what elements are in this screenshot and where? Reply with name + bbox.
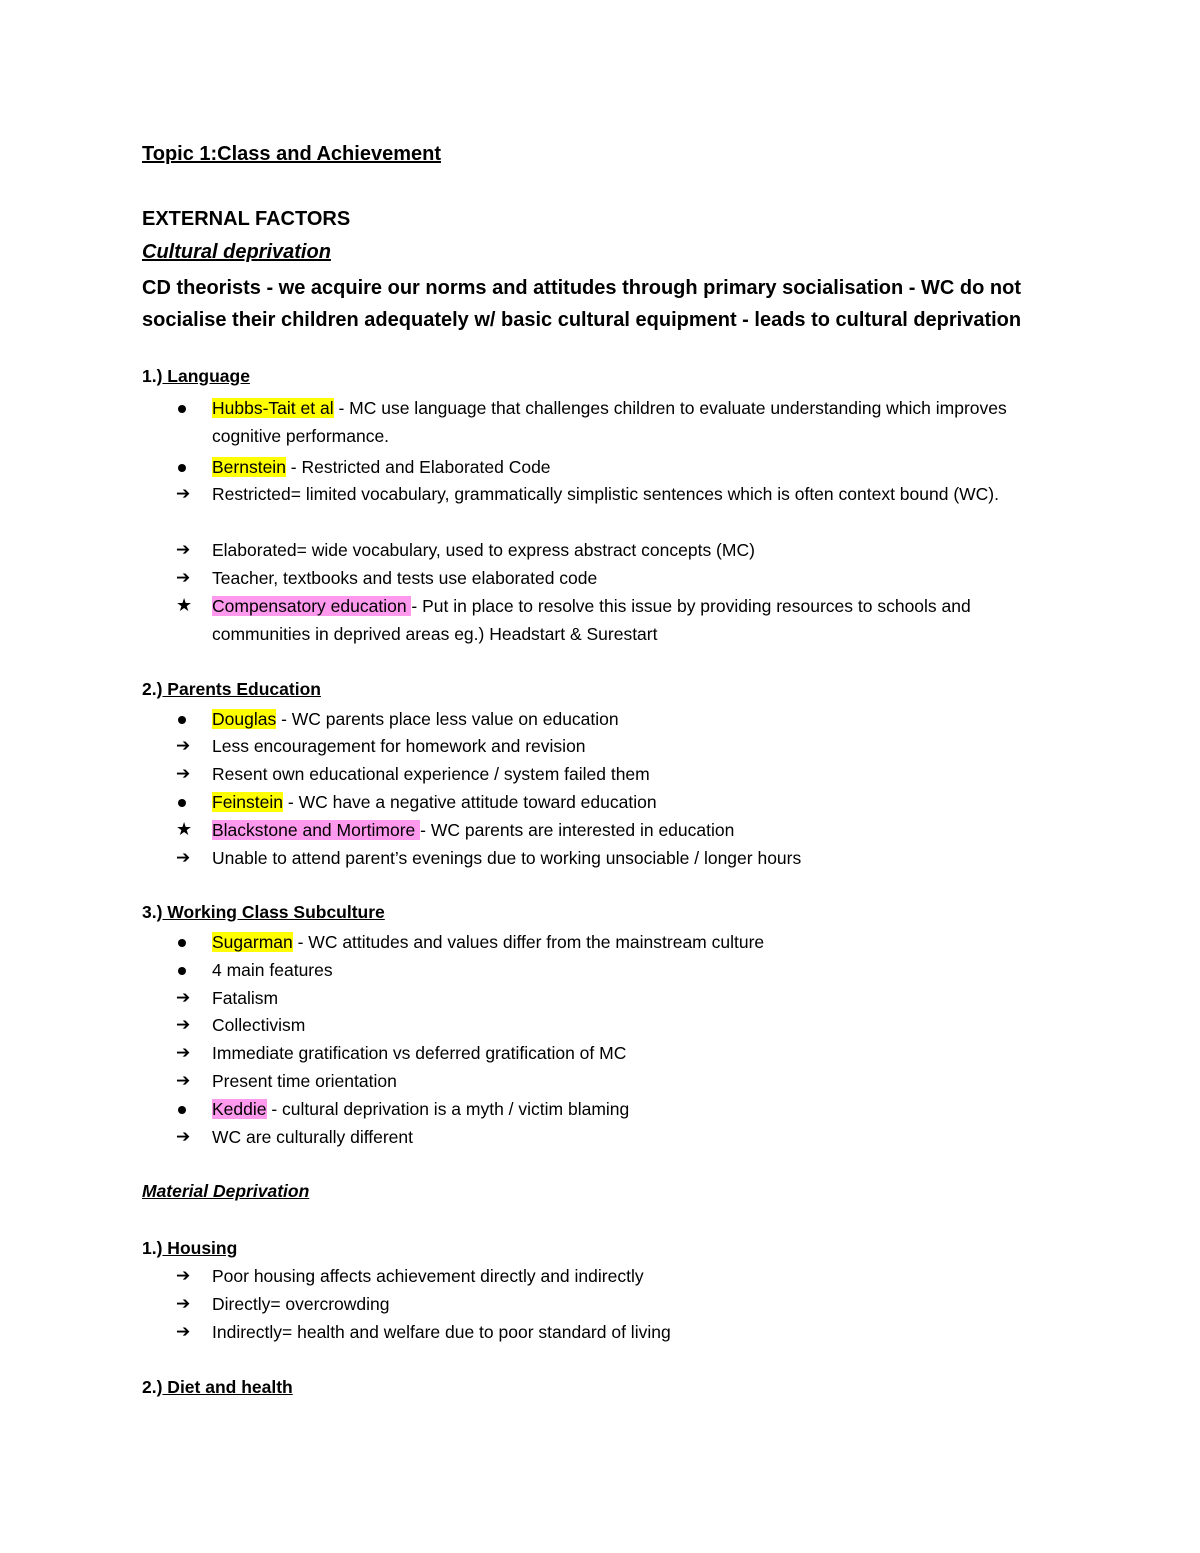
list-item: [176, 956, 1056, 984]
section-number: 2.): [142, 679, 163, 699]
section-heading: [142, 366, 250, 387]
item-description: 4 main features: [212, 960, 333, 980]
list-item: [176, 1011, 1056, 1039]
list-item: [176, 564, 1056, 592]
list-item-text: [212, 1039, 1056, 1067]
highlighted-theorist: Compensatory education: [212, 596, 412, 616]
list-item: [176, 1039, 1056, 1067]
list-item: [176, 760, 1056, 788]
list-item: [176, 1095, 1056, 1123]
item-description: - WC have a negative attitude toward education: [283, 792, 657, 812]
list-item-text: [212, 1290, 1056, 1318]
list-item-text: [212, 1318, 1056, 1346]
list-item-text: [212, 788, 1056, 816]
list-item: [176, 1123, 1056, 1151]
arrow-icon: ➔: [176, 1322, 191, 1342]
section-label: Diet and health: [162, 1377, 293, 1397]
arrow-icon: ➔: [176, 540, 191, 560]
section-label: Language: [162, 366, 250, 386]
list-item-text: [212, 394, 1056, 450]
section-number: 3.): [142, 902, 163, 922]
list-item: [176, 816, 1056, 844]
item-description: Teacher, textbooks and tests use elaborated code: [212, 568, 598, 588]
arrow-icon: ➔: [176, 764, 191, 784]
arrow-icon: ➔: [176, 736, 191, 756]
arrow-icon: ➔: [176, 848, 191, 868]
star-icon: ★: [176, 595, 193, 616]
list-item-text: [212, 1067, 1056, 1095]
section-heading: [142, 1238, 237, 1259]
arrow-icon: ➔: [176, 1043, 191, 1063]
item-description: Unable to attend parent’s evenings due to working unsociable / longer hours: [212, 848, 802, 868]
item-description: Poor housing affects achievement directly and indirectly: [212, 1266, 644, 1286]
highlighted-theorist: Sugarman: [212, 932, 293, 952]
arrow-icon: ➔: [176, 1071, 191, 1091]
item-description: Immediate gratification vs deferred gratification of MC: [212, 1043, 627, 1063]
arrow-icon: ➔: [176, 1015, 191, 1035]
list-item: [176, 1290, 1056, 1318]
list-item-text: [212, 956, 1056, 984]
list-item-text: [212, 1123, 1056, 1151]
item-description: Indirectly= health and welfare due to poor standard of living: [212, 1322, 671, 1342]
list-item: [176, 1262, 1056, 1290]
list-item-text: [212, 816, 1056, 844]
list-item: [176, 705, 1056, 733]
item-description: Directly= overcrowding: [212, 1294, 390, 1314]
highlighted-theorist: Blackstone and Mortimore: [212, 820, 421, 840]
list-item: [176, 1318, 1056, 1346]
list-item: [176, 394, 1056, 450]
list-item-text: [212, 705, 1056, 733]
list-item-text: [212, 1011, 1056, 1039]
item-description: Elaborated= wide vocabulary, used to express abstract concepts (MC): [212, 540, 755, 560]
list-item: [176, 1067, 1056, 1095]
section-heading: [142, 902, 385, 923]
list-item-text: [212, 1095, 1056, 1123]
list-item: [176, 928, 1056, 956]
item-description: Collectivism: [212, 1015, 306, 1035]
item-description: - WC parents are interested in education: [420, 820, 735, 840]
item-description: - Restricted and Elaborated Code: [285, 457, 551, 477]
star-icon: ★: [176, 819, 193, 840]
item-description: - WC attitudes and values differ from the mainstream culture: [292, 932, 765, 952]
list-item-text: [212, 984, 1056, 1012]
item-description: Restricted= limited vocabulary, grammatically simplistic sentences which is often context bound (WC).: [212, 484, 999, 504]
page-title: Topic 1:Class and Achievement: [142, 143, 441, 165]
section-number: 1.): [142, 1238, 163, 1258]
arrow-icon: ➔: [176, 1266, 191, 1286]
arrow-icon: ➔: [176, 988, 191, 1008]
section-heading: [142, 1377, 293, 1398]
list-item-text: [212, 844, 1056, 872]
item-description: Resent own educational experience / system failed them: [212, 764, 650, 784]
section-heading: [142, 679, 321, 700]
list-item: [176, 536, 1056, 564]
item-description: - cultural deprivation is a myth / victim blaming: [266, 1099, 630, 1119]
item-description: Present time orientation: [212, 1071, 397, 1091]
list-item-text: [212, 732, 1056, 760]
arrow-icon: ➔: [176, 568, 191, 588]
list-item-text: [212, 928, 1056, 956]
list-item: [176, 844, 1056, 872]
external-factors-heading: EXTERNAL FACTORS: [142, 208, 351, 230]
item-description: - WC parents place less value on education: [276, 709, 619, 729]
section-number: 2.): [142, 1377, 163, 1397]
list-item-text: [212, 1262, 1056, 1290]
list-item: [176, 788, 1056, 816]
highlighted-theorist: Douglas: [212, 709, 277, 729]
arrow-icon: ➔: [176, 484, 191, 504]
section-number: 1.): [142, 366, 163, 386]
item-description: WC are culturally different: [212, 1127, 414, 1147]
item-description: Fatalism: [212, 988, 279, 1008]
highlighted-theorist: Hubbs-Tait et al: [212, 398, 334, 418]
list-item: [176, 453, 1056, 481]
arrow-icon: ➔: [176, 1294, 191, 1314]
section-label: Working Class Subculture: [162, 902, 385, 922]
section-label: Housing: [162, 1238, 238, 1258]
list-item-text: [212, 453, 1056, 481]
arrow-icon: ➔: [176, 1127, 191, 1147]
list-item-text: [212, 536, 1056, 564]
material-deprivation-heading: Material Deprivation: [142, 1181, 310, 1201]
list-item: [176, 732, 1056, 760]
list-item-text: [212, 480, 1056, 508]
cultural-deprivation-heading: Cultural deprivation: [142, 241, 331, 263]
list-item: [176, 480, 1056, 508]
list-item-text: [212, 592, 1056, 648]
highlighted-theorist: Keddie: [212, 1099, 267, 1119]
item-description: - MC use language that challenges children to evaluate understanding which improves cognitive performance.: [212, 398, 1007, 446]
item-description: Less encouragement for homework and revision: [212, 736, 586, 756]
highlighted-theorist: Feinstein: [212, 792, 284, 812]
section-label: Parents Education: [162, 679, 321, 699]
highlighted-theorist: Bernstein: [212, 457, 286, 477]
list-item-text: [212, 760, 1056, 788]
list-item: [176, 592, 1056, 648]
cultural-deprivation-intro: CD theorists - we acquire our norms and attitudes through primary socialisation - WC do not socialise their children adequately w/ basic cultural equipment - leads to cultural deprivation: [142, 277, 1022, 331]
list-item: [176, 984, 1056, 1012]
list-item-text: [212, 564, 1056, 592]
item-description: - Put in place to resolve this issue by providing resources to schools and communities in deprived areas eg.) Headstart & Surestart: [212, 596, 971, 644]
